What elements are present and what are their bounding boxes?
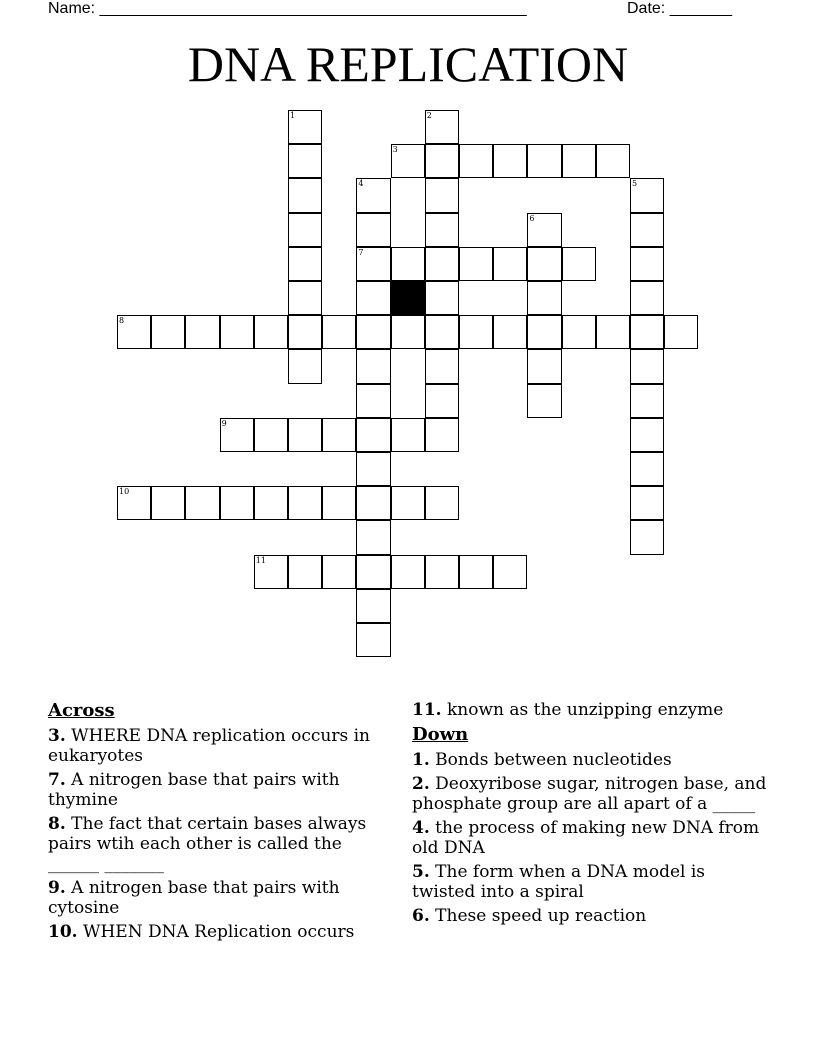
grid-cell[interactable] — [356, 589, 390, 623]
clue-text: The form when a DNA model is twisted into a spiral — [412, 862, 706, 902]
clue-across-9 — [48, 878, 388, 918]
grid-cell[interactable] — [425, 384, 459, 418]
grid-cell[interactable] — [356, 281, 390, 315]
clue-number: 1. — [412, 750, 430, 770]
clue-text: A nitrogen base that pairs with thymine — [48, 770, 340, 810]
grid-cell[interactable] — [630, 178, 664, 212]
grid-cell[interactable] — [220, 315, 254, 349]
clue-text: Bonds between nucleotides — [435, 750, 672, 770]
clue-down-2 — [412, 774, 772, 814]
grid-cell[interactable] — [459, 247, 493, 281]
grid-cell[interactable] — [220, 418, 254, 452]
grid-cell[interactable] — [425, 349, 459, 383]
grid-cell[interactable] — [425, 247, 459, 281]
grid-cell[interactable] — [425, 144, 459, 178]
grid-cell[interactable] — [527, 213, 561, 247]
grid-cell[interactable] — [596, 144, 630, 178]
clue-across-10 — [48, 922, 388, 942]
grid-cell[interactable] — [356, 555, 390, 589]
clue-number: 4. — [412, 818, 430, 838]
clue-number: 11. — [412, 700, 442, 720]
grid-cell[interactable] — [322, 418, 356, 452]
grid-cell[interactable] — [527, 384, 561, 418]
clue-text: known as the unzipping enzyme — [446, 700, 724, 720]
across-heading: Across — [48, 700, 115, 721]
down-heading: Down — [412, 724, 469, 745]
grid-cell[interactable] — [356, 623, 390, 657]
grid-cell[interactable] — [630, 384, 664, 418]
clue-text: Deoxyribose sugar, nitrogen base, and phosphate group are all apart of a _____ — [412, 774, 767, 814]
grid-cell[interactable] — [630, 349, 664, 383]
grid-cell[interactable] — [630, 213, 664, 247]
clue-down-5 — [412, 862, 772, 902]
clue-across-8 — [48, 814, 388, 874]
grid-cell[interactable] — [151, 486, 185, 520]
clue-number-label: 10 — [119, 487, 130, 497]
name-field[interactable]: Name: ________________________________________________ — [48, 0, 527, 17]
clue-number: 8. — [48, 814, 66, 834]
clue-number-label: 7 — [358, 247, 364, 257]
grid-cell[interactable] — [288, 247, 322, 281]
grid-cell[interactable] — [356, 178, 390, 212]
clue-number: 2. — [412, 774, 430, 794]
grid-cell[interactable] — [664, 315, 698, 349]
grid-cell[interactable] — [562, 247, 596, 281]
clue-number: 3. — [48, 726, 66, 746]
grid-cell[interactable] — [356, 349, 390, 383]
clue-number-label: 2 — [426, 111, 432, 120]
grid-cell[interactable] — [425, 315, 459, 349]
clue-number-label: 8 — [119, 316, 125, 326]
grid-cell[interactable] — [322, 315, 356, 349]
grid-cell[interactable] — [630, 247, 664, 281]
grid-cell[interactable] — [459, 555, 493, 589]
grid-cell[interactable] — [254, 418, 288, 452]
grid-cell[interactable] — [322, 486, 356, 520]
clue-down-1 — [412, 750, 772, 770]
grid-cell[interactable] — [493, 315, 527, 349]
grid-cell[interactable] — [356, 520, 390, 554]
clue-number: 10. — [48, 922, 78, 942]
grid-cell[interactable] — [391, 486, 425, 520]
grid-cell[interactable] — [425, 486, 459, 520]
grid-cell[interactable] — [117, 486, 151, 520]
grid-cell[interactable] — [391, 315, 425, 349]
grid-cell[interactable] — [527, 247, 561, 281]
grid-cell[interactable] — [356, 418, 390, 452]
grid-cell[interactable] — [562, 144, 596, 178]
grid-cell[interactable] — [391, 555, 425, 589]
clue-across-7 — [48, 770, 388, 810]
clue-number-label: 5 — [632, 179, 638, 189]
grid-cell[interactable] — [220, 486, 254, 520]
grid-cell[interactable] — [459, 144, 493, 178]
grid-cell[interactable] — [288, 281, 322, 315]
grid-cell[interactable] — [322, 555, 356, 589]
clue-text: The fact that certain bases always pairs wtih each other is called the ______ _______ — [48, 814, 367, 874]
grid-cell[interactable] — [630, 315, 664, 349]
grid-cell[interactable] — [596, 315, 630, 349]
grid-cell[interactable] — [288, 349, 322, 383]
clue-number: 6. — [412, 906, 430, 926]
clue-number-label: 4 — [358, 179, 364, 189]
grid-cell[interactable] — [356, 315, 390, 349]
grid-cell[interactable] — [117, 315, 151, 349]
clue-text: WHERE DNA replication occurs in eukaryotes — [48, 726, 370, 766]
clue-number-label: 3 — [392, 145, 398, 155]
grid-cell[interactable] — [425, 418, 459, 452]
clue-text: These speed up reaction — [435, 906, 647, 926]
grid-cell[interactable] — [288, 555, 322, 589]
grid-cell[interactable] — [356, 486, 390, 520]
grid-cell[interactable] — [288, 110, 322, 144]
grid-cell[interactable] — [527, 315, 561, 349]
grid-cell[interactable] — [493, 555, 527, 589]
clues-column-right — [412, 700, 772, 930]
grid-cell[interactable] — [630, 452, 664, 486]
grid-cell[interactable] — [391, 144, 425, 178]
clue-number-label: 6 — [529, 213, 535, 223]
grid-cell[interactable] — [254, 486, 288, 520]
grid-cell[interactable] — [630, 486, 664, 520]
grid-cell[interactable] — [356, 213, 390, 247]
date-field[interactable]: Date: _______ — [627, 0, 732, 17]
clue-text: WHEN DNA Replication occurs — [82, 922, 355, 942]
grid-cell[interactable] — [254, 555, 288, 589]
grid-cell[interactable] — [185, 315, 219, 349]
grid-cell[interactable] — [630, 281, 664, 315]
grid-cell[interactable] — [254, 315, 288, 349]
grid-block-cell — [391, 281, 425, 315]
grid-cell[interactable] — [527, 349, 561, 383]
grid-cell[interactable] — [425, 555, 459, 589]
grid-cell[interactable] — [356, 384, 390, 418]
grid-cell[interactable] — [630, 520, 664, 554]
page-title: DNA REPLICATION — [187, 36, 629, 92]
clue-down-6 — [412, 906, 772, 926]
clue-number-label: 1 — [290, 111, 296, 120]
grid-cell[interactable] — [630, 418, 664, 452]
grid-cell[interactable] — [356, 452, 390, 486]
clue-across-3 — [48, 726, 388, 766]
grid-cell[interactable] — [288, 418, 322, 452]
clues-column-left — [48, 700, 388, 946]
clue-number: 9. — [48, 878, 66, 898]
grid-cell[interactable] — [459, 315, 493, 349]
clue-number: 7. — [48, 770, 66, 790]
grid-cell[interactable] — [391, 247, 425, 281]
grid-cell[interactable] — [185, 486, 219, 520]
grid-cell[interactable] — [425, 213, 459, 247]
clue-down-4 — [412, 818, 772, 858]
grid-cell[interactable] — [288, 213, 322, 247]
grid-cell[interactable] — [527, 281, 561, 315]
grid-cell[interactable] — [493, 247, 527, 281]
grid-cell[interactable] — [288, 315, 322, 349]
grid-cell[interactable] — [493, 144, 527, 178]
grid-cell[interactable] — [356, 247, 390, 281]
grid-cell[interactable] — [425, 178, 459, 212]
grid-cell[interactable] — [151, 315, 185, 349]
clue-across-11 — [412, 700, 772, 720]
clue-text: A nitrogen base that pairs with cytosine — [48, 878, 340, 918]
grid-cell[interactable] — [425, 110, 459, 144]
clue-text: the process of making new DNA from old DNA — [412, 818, 760, 858]
clue-number: 5. — [412, 862, 430, 882]
clue-number-label: 9 — [221, 418, 227, 428]
grid-cell[interactable] — [562, 315, 596, 349]
grid-cell[interactable] — [391, 418, 425, 452]
grid-cell[interactable] — [288, 486, 322, 520]
clue-number-label: 11 — [255, 555, 266, 565]
grid-cell[interactable] — [425, 281, 459, 315]
grid-cell[interactable] — [288, 144, 322, 178]
grid-cell[interactable] — [527, 144, 561, 178]
grid-cell[interactable] — [288, 178, 322, 212]
